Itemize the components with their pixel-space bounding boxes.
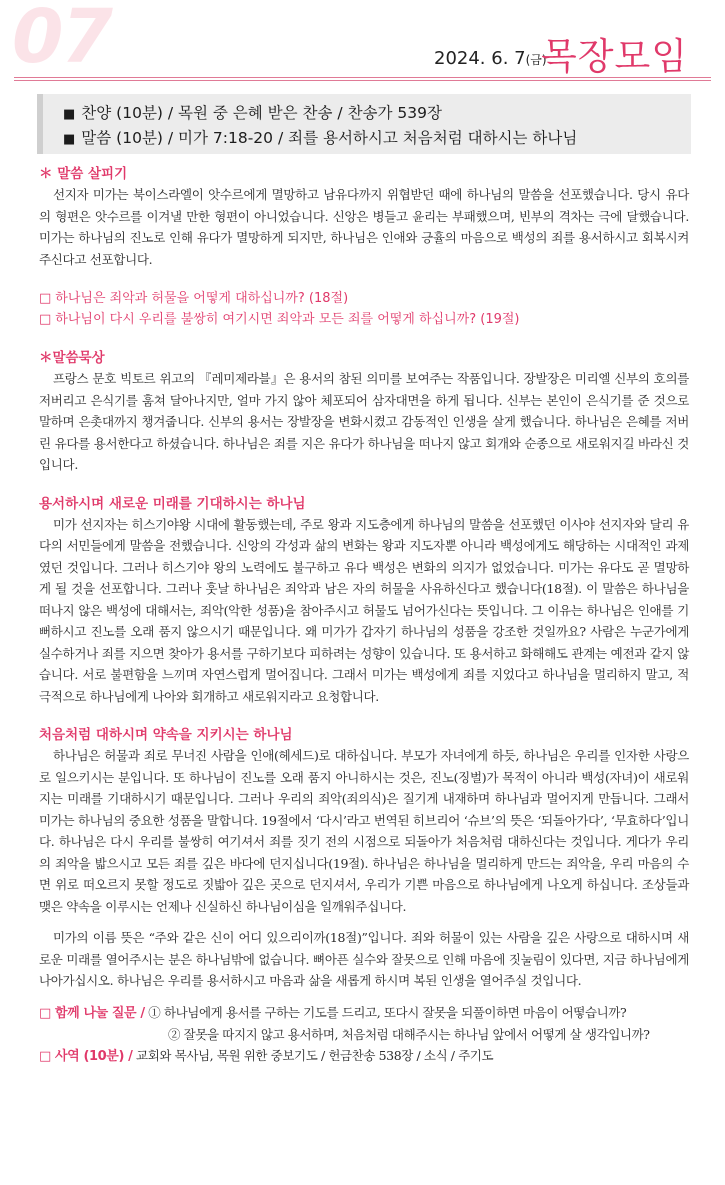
checkbox-icon: □: [39, 312, 52, 327]
summary-line-praise: [63, 101, 442, 123]
header-divider: [14, 77, 711, 78]
day-of-week: (금): [525, 53, 547, 67]
question-1: [39, 288, 689, 309]
page-title: 목장모임: [541, 35, 688, 78]
discussion-question-1: ① 하나님에게 용서를 구하는 기도를 드리고, 또다시 잘못을 되풀이하면 마음이 어떻습니까?: [148, 1004, 627, 1020]
checkbox-icon: □: [39, 291, 52, 306]
question-2-text: 하나님이 다시 우리를 불쌍히 여기시면 죄악과 모든 죄를 어떻게 하십니까? (19절): [55, 312, 520, 327]
section-heading-meditation: ＊말씀묵상: [39, 350, 105, 366]
discussion-line-2: [39, 1024, 689, 1045]
discussion-question-2: ② 잘못을 따지지 않고 용서하며, 처음처럼 대해주시는 하나님 앞에서 어떻게 살 생각입니까?: [168, 1026, 650, 1042]
date-text: 2024. 6. 7: [434, 48, 526, 69]
square-bullet-icon: ■: [63, 132, 76, 147]
header-divider-secondary: [14, 80, 711, 81]
summary-line-praise-text: 찬양 (10분) / 목원 중 은혜 받은 찬송 / 찬송가 539장: [81, 104, 442, 122]
summary-box: [37, 94, 691, 154]
discussion-line-1: [39, 1002, 689, 1024]
mission-label: □ 사역 (10분) /: [39, 1048, 133, 1064]
section-heading-promise: 처음처럼 대하시며 약속을 지키시는 하나님: [39, 727, 293, 743]
discussion-label: □ 함께 나눌 질문 /: [39, 1005, 145, 1021]
section-body-meditation: 프랑스 문호 빅토르 위고의 『레미제라블』은 용서의 참된 의미를 보여주는 작품입니다. 장발장은 미리엘 신부의 호의를 저버리고 은식기를 훔쳐 달아나지만, 얼마 가지 않아 체포되어 삼자대면을 하게 됩니다. 신부는 본인이 은식기를 준 것으로 말하며 은촛대까지 챙겨줍니다. 신부의 용서는 장발장을 변화시켰고 감동적인 인생을 살게 했습니다. 하나님은 은혜를 저버린 유다를 용서한다고 하셨습니다. 하나님은 죄를 지은 유다가 하나님을 떠나지 않고 회개와 순종으로 새로워지길 바라신 것입니다.: [39, 371, 689, 472]
summary-line-word: [63, 126, 577, 148]
section-body-promise: 하나님은 허물과 죄로 무너진 사람을 인애(헤세드)로 대하십니다. 부모가 자녀에게 하듯, 하나님은 우리를 인자한 사랑으로 일으키시는 분입니다. 또 하나님이 진노를 오래 품지 아니하시는 것은, 진노(징벌)가 목적이 아니라 백성(자녀)이 새로워지는 미래를 기대하시기 때문입니다. 그러나 우리의 죄악(죄의식)은 질기게 내재하며 하나님과 멀어지게 만듭니다. 그래서 미가는 하나님의 중요한 성품을 말합니다. 19절에서 ‘다시’라고 번역된 히브리어 ‘슈브’의 뜻은 ‘되돌아가다’, ‘무효하다’입니다. 하나님은 다시 우리를 불쌍히 여기셔서 죄를 짓기 전의 시점으로 되돌아가 처음처럼 대하신다는 것입니다. 게다가 우리의 죄악을 밟으시고 모든 죄를 깊은 바다에 던지십니다(19절). 하나님은 하나님을 멀리하게 만드는 죄악을, 우리 마음의 수면 위로 떠오르지 못할 정도로 짓밟아 깊은 곳으로 던지셔서, 우리가 기쁜 마음으로 하나님에게 나오게 하십니다. 조상들과 맺은 약속을 이루시는 언제나 신실하신 하나님이심을 일깨워주십니다.: [39, 748, 689, 914]
mission-text: 교회와 목사님, 목원 위한 중보기도 / 헌금찬송 538장 / 소식 / 주기도: [136, 1047, 494, 1063]
page-number: 07: [12, 0, 111, 80]
main-content: [39, 164, 689, 1067]
square-bullet-icon: ■: [63, 107, 76, 122]
section-body-forgive: 미가 선지자는 히스기야왕 시대에 활동했는데, 주로 왕과 지도층에게 하나님의 말씀을 선포했던 이사야 선지자와 달리 유다의 서민들에게 말씀을 전했습니다. 신앙의 각성과 삶의 변화는 왕과 지도자뿐 아니라 백성에게도 해당하는 시대적인 과제였던 것입니다. 그러나 히스기야 왕의 노력에도 불구하고 유다 백성은 변화의 의지가 없었습니다. 미가는 유다도 곧 멸망하게 될 것을 선포합니다. 그러나 훗날 하나님은 죄악과 남은 자의 허물을 사유하신다고 했습니다(18절). 이 말씀은 하나님을 떠나지 않은 백성에 대해서는, 죄악(악한 성품)을 참아주시고 허물도 넘어가신다는 뜻입니다. 그 이유는 하나님은 인애를 기뻐하시고 진노를 오래 품지 않으시기 때문입니다. 왜 미가가 갑자기 하나님의 성품을 강조한 것일까요? 사람은 누군가에게 실수하거나 죄를 지으면 찾아가 용서를 구하기보다 피하려는 성향이 있습니다. 또 용서하고 화해해도 관계는 예전과 같지 않습니다. 서로 불편함을 느끼며 자연스럽게 멀어집니다. 그래서 미가는 백성에게 죄를 지었다고 하나님을 멀리하지 말고, 적극적으로 하나님에게 나아와 회개하고 새로워지라고 요청합니다.: [39, 516, 689, 704]
section-heading-forgive: 용서하시며 새로운 미래를 기대하시는 하나님: [39, 495, 306, 512]
section-body-promise-2: 미가의 이름 뜻은 “주와 같은 신이 어디 있으리이까(18절)”입니다. 죄와 허물이 있는 사람을 깊은 사랑으로 대하시며 새로운 미래를 열어주시는 분은 하나님밖에 없습니다. 뼈아픈 실수와 잘못으로 인해 마음에 짓눌림이 있다면, 지금 하나님에게 나아가십시오. 하나님은 우리를 용서하시고 마음과 삶을 새롭게 하시며 복된 인생을 열어주실 것입니다.: [39, 930, 689, 988]
question-1-text: 하나님은 죄악과 허물을 어떻게 대하십니까? (18절): [55, 291, 349, 306]
date: [434, 48, 547, 69]
summary-line-word-text: 말씀 (10분) / 미가 7:18-20 / 죄를 용서하시고 처음처럼 대하시는 하나님: [81, 129, 578, 147]
question-2: [39, 309, 689, 330]
section-body-observe: 선지자 미가는 북이스라엘이 앗수르에게 멸망하고 남유다까지 위협받던 때에 하나님의 말씀을 선포했습니다. 당시 유다의 형편은 앗수르를 이겨낼 만한 형편이 아니었습니다. 신앙은 병들고 윤리는 부패했으며, 빈부의 격차는 극에 달했습니다. 미가는 하나님의 진노로 인해 유다가 멸망하게 되지만, 하나님은 인애와 긍휼의 마음으로 백성의 죄를 용서하시고 회복시켜 주신다고 선포합니다.: [39, 187, 689, 267]
section-heading-observe: ＊ 말씀 살피기: [39, 166, 128, 182]
mission-line: [39, 1045, 689, 1067]
